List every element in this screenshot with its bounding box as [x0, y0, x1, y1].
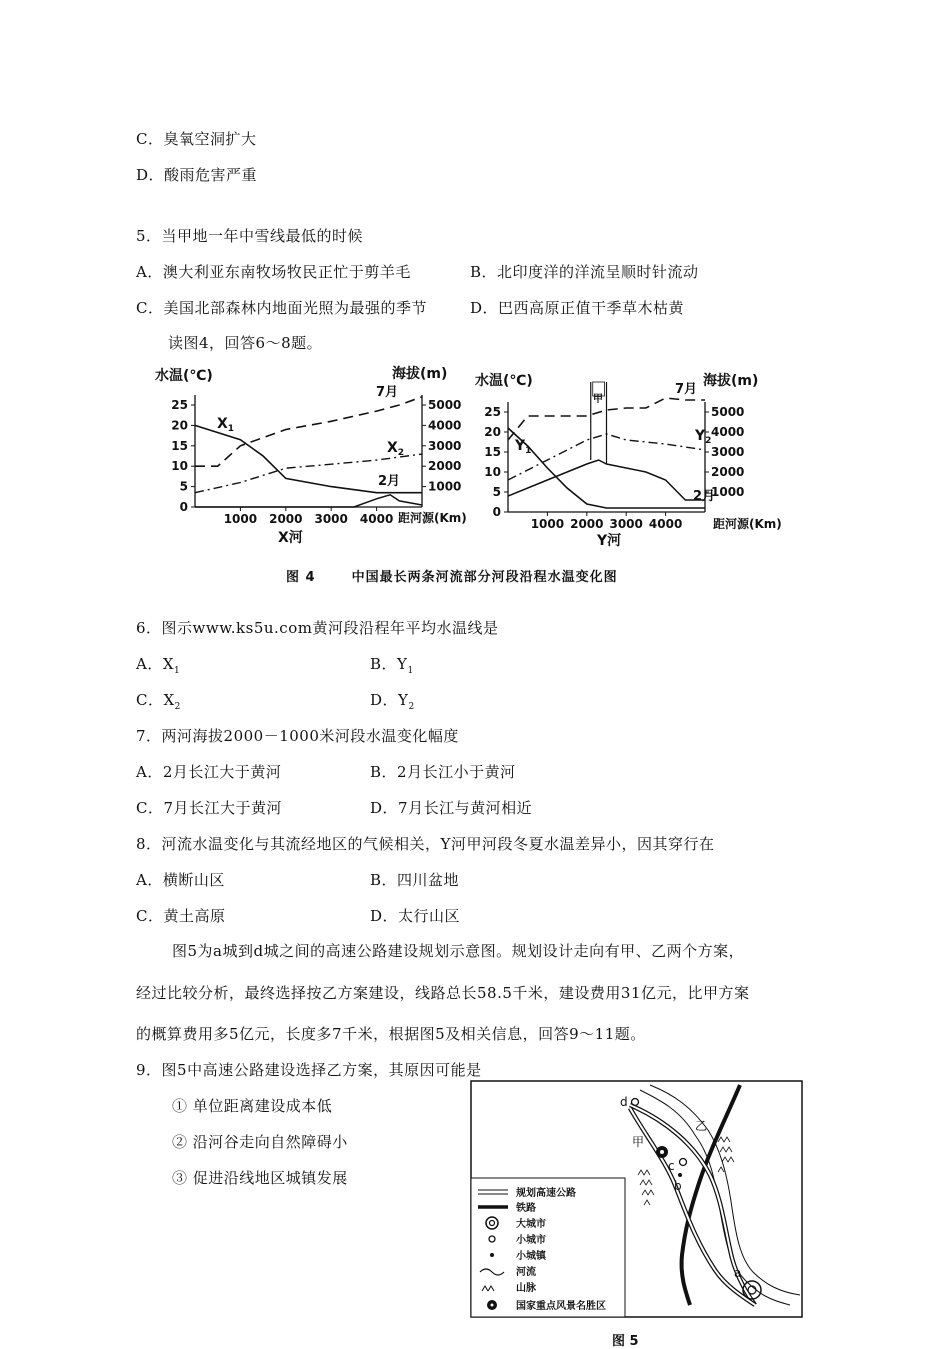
y-temp-tick-label-25: 25	[484, 405, 501, 419]
legend-small-city-label: 小城市	[516, 1235, 546, 1246]
y-alt-tick-label-4000: 4000	[711, 425, 745, 439]
figure-4-title: 中国最长两条河流部分河段沿程水温变化图	[351, 570, 618, 585]
town-b-marker	[678, 1173, 682, 1177]
q4-option-d: D．酸雨危害严重	[136, 166, 258, 184]
q9-stem: 9．图5中高速公路建设选择乙方案，其原因可能是	[136, 1061, 482, 1079]
legend-river-label: 河流	[516, 1267, 536, 1278]
y-x-tick-label-1000: 1000	[530, 517, 565, 531]
x-chart-xlabel: 距河源(Km)	[398, 511, 467, 525]
q8-option-d: D．太行山区	[370, 907, 461, 925]
figure-5-svg	[470, 1080, 805, 1320]
q6-option-c: C．$X_2$	[136, 691, 181, 712]
x1-curve-label: $X_1$	[217, 416, 235, 434]
y-x-tick-label-2000: 2000	[570, 517, 604, 531]
y1-curve-label: $Y_1$	[515, 438, 532, 456]
legend-scenic-label: 国家重点风景名胜区	[516, 1301, 606, 1312]
figure-4	[150, 360, 790, 555]
y-chart-xlabel: 距河源(Km)	[713, 517, 782, 531]
x-alt-tick-label-2000: 2000	[428, 459, 462, 474]
figure-5-caption: 图 5	[612, 1334, 639, 1349]
y-alt-tick-label-1000: 1000	[711, 485, 745, 499]
y-chart-alt-label: 海拔(m)	[703, 373, 759, 389]
x-chart-feb-label: 2月	[378, 474, 401, 489]
q6-stem: 6．图示www.ks5u.com黄河段沿程年平均水温线是	[136, 619, 499, 637]
y-temp-tick-label-10: 10	[484, 465, 501, 479]
q6-option-b: B．$Y_1$	[370, 655, 414, 676]
q8-stem: 8．河流水温变化与其流经地区的气候相关，Y河甲河段冬夏水温差异小，因其穿行在	[136, 835, 715, 853]
x-temp-tick-label-15: 15	[171, 438, 188, 453]
q4-option-c: C．臭氧空洞扩大	[136, 130, 257, 148]
x-x-tick-label-4000: 4000	[359, 512, 394, 526]
city-c-label: c	[668, 1159, 675, 1173]
figure-4-number: 图 4	[286, 570, 316, 585]
plan-jia-label: 甲	[632, 1135, 645, 1149]
q6-option-d: D．$Y_2$	[370, 691, 415, 712]
y-series-2-line	[508, 460, 705, 500]
y-alt-tick-label-5000: 5000	[711, 405, 745, 419]
q9-option-3: ③ 促进沿线地区城镇发展	[172, 1169, 348, 1187]
fig5-intro-line1: 图5为a城到d城之间的高速公路建设规划示意图。规划设计走向有甲、乙两个方案，	[172, 942, 745, 960]
town-icon	[490, 1253, 494, 1257]
legend-big-city-label: 大城市	[516, 1219, 546, 1230]
y-x-tick-label-4000: 4000	[648, 517, 683, 531]
q5-option-a: A．澳大利亚东南牧场牧民正忙于剪羊毛	[136, 263, 411, 281]
q8-option-a: A．横断山区	[136, 871, 225, 889]
q5-option-c: C．美国北部森林内地面光照为最强的季节	[136, 299, 427, 317]
y-temp-tick-label-5: 5	[492, 485, 501, 499]
x-series-2-line	[195, 495, 422, 507]
x-chart-july-label: 7月	[376, 385, 399, 400]
q5-stem: 5．当甲地一年中雪线最低的时候	[136, 227, 364, 245]
figure-4-chart	[150, 360, 790, 555]
q5-option-b: B．北印度洋的洋流呈顺时针流动	[470, 263, 699, 281]
x-river-label: X河	[278, 530, 303, 546]
y-chart-feb-label: 2月	[693, 489, 716, 504]
q8-option-c: C．黄土高原	[136, 907, 226, 925]
q6-option-a: A．$X_1$	[136, 655, 181, 676]
q7-option-d: D．7月长江与黄河相近	[370, 799, 533, 817]
y-alt-tick-label-2000: 2000	[711, 465, 745, 479]
jia-segment-label: 甲	[593, 394, 603, 405]
legend-highway-label: 规划高速公路	[516, 1188, 576, 1199]
q8-option-b: B．四川盆地	[370, 871, 460, 889]
fig5-intro-line2: 经过比较分析，最终选择按乙方案建设，线路总长58.5千米，建设费用31亿元，比甲方案	[136, 984, 750, 1002]
y-chart-temp-label: 水温(℃)	[475, 373, 533, 389]
city-d-label: d	[620, 1095, 628, 1109]
x-temp-tick-label-20: 20	[171, 418, 188, 433]
q7-stem: 7．两河海拔2000－1000米河段水温变化幅度	[136, 727, 459, 745]
q5-option-d: D．巴西高原正值干季草木枯黄	[470, 299, 685, 317]
x-alt-tick-label-5000: 5000	[428, 398, 462, 412]
legend-railway-label: 铁路	[516, 1203, 536, 1214]
x-temp-tick-label-5: 5	[179, 479, 188, 494]
y-x-tick-label-3000: 3000	[609, 517, 643, 531]
x-temp-tick-label-0: 0	[179, 500, 188, 514]
x-x-tick-label-1000: 1000	[223, 512, 258, 526]
x-alt-tick-label-1000: 1000	[428, 479, 462, 494]
x-x-tick-label-3000: 3000	[314, 512, 348, 526]
y-temp-tick-label-15: 15	[484, 445, 501, 459]
q9-option-2: ② 沿河谷走向自然障碍小	[172, 1133, 348, 1151]
x-chart-alt-label: 海拔(m)	[392, 366, 448, 382]
figure-4-caption	[286, 566, 618, 585]
city-a-label: a	[734, 1266, 742, 1280]
legend-town-label: 小城镇	[516, 1251, 546, 1262]
legend-mountain-label: 山脉	[516, 1283, 536, 1294]
q7-option-c: C．7月长江大于黄河	[136, 799, 283, 817]
q7-option-b: B．2月长江小于黄河	[370, 763, 516, 781]
q9-option-1: ① 单位距离建设成本低	[172, 1097, 333, 1115]
y2-curve-label: $Y_2$	[695, 428, 712, 446]
x-x-tick-label-2000: 2000	[269, 512, 303, 526]
x2-curve-label: $X_2$	[387, 440, 405, 458]
y-river-label: Y河	[597, 533, 622, 549]
x-temp-tick-label-10: 10	[171, 459, 188, 474]
x-chart-temp-label: 水温(℃)	[155, 368, 213, 384]
town-b-label: b	[674, 1179, 682, 1193]
fig5-intro-line3: 的概算费用多5亿元，长度多7千米，根据图5及相关信息，回答9～11题。	[136, 1025, 646, 1043]
x-alt-tick-label-3000: 3000	[428, 438, 462, 453]
figure-5-map	[470, 1080, 805, 1320]
read-figure-4-instruction: 读图4，回答6～8题。	[168, 334, 323, 352]
y-temp-tick-label-20: 20	[484, 425, 501, 439]
y-chart-july-label: 7月	[675, 382, 698, 397]
q7-option-a: A．2月长江大于黄河	[136, 763, 282, 781]
x-alt-tick-label-4000: 4000	[428, 418, 462, 433]
plan-yi-label: 乙	[695, 1119, 708, 1133]
x-temp-tick-label-25: 25	[171, 398, 188, 412]
y-alt-tick-label-3000: 3000	[711, 445, 745, 459]
y-temp-tick-label-0: 0	[492, 505, 501, 519]
